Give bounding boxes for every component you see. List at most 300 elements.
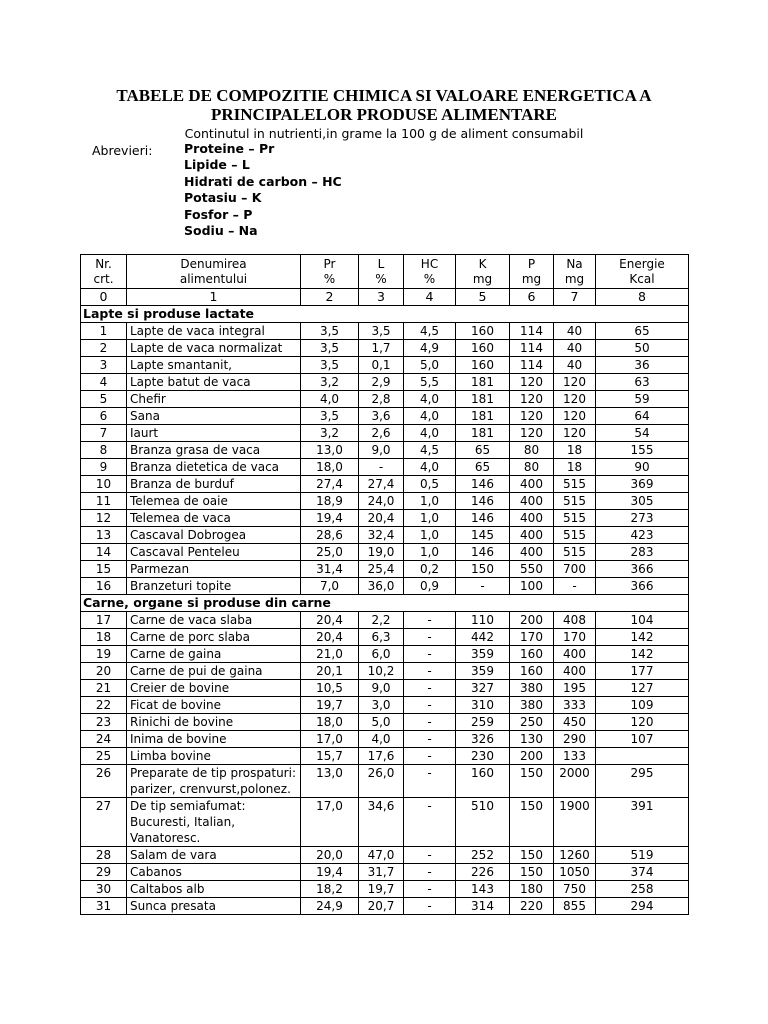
table-row xyxy=(81,663,689,680)
nutrient-value: - xyxy=(404,748,456,765)
nutrient-value: 4,0 xyxy=(404,391,456,408)
table-row xyxy=(81,527,689,544)
nutrient-value: 50 xyxy=(596,340,689,357)
title-line-2: PRINCIPALELOR PRODUSE ALIMENTARE xyxy=(210,105,558,124)
nutrient-value: 142 xyxy=(596,646,689,663)
nutrient-value: 400 xyxy=(554,646,596,663)
row-number: 27 xyxy=(81,798,127,847)
table-row xyxy=(81,459,689,476)
nutrient-value: 273 xyxy=(596,510,689,527)
table-row xyxy=(81,476,689,493)
table-row xyxy=(81,323,689,340)
nutrient-value: 1900 xyxy=(554,798,596,847)
row-number: 17 xyxy=(81,612,127,629)
food-name: Branzeturi topite xyxy=(127,578,301,595)
column-header xyxy=(554,255,596,289)
food-name: Parmezan xyxy=(127,561,301,578)
row-number: 8 xyxy=(81,442,127,459)
row-number: 11 xyxy=(81,493,127,510)
nutrient-value: 3,5 xyxy=(301,323,359,340)
nutrient-value: 314 xyxy=(456,898,510,915)
row-number: 4 xyxy=(81,374,127,391)
column-index: 5 xyxy=(456,289,510,306)
column-header-line: % xyxy=(323,271,336,286)
nutrient-value: 515 xyxy=(554,527,596,544)
nutrient-value: 47,0 xyxy=(359,847,404,864)
nutrient-value: 515 xyxy=(554,493,596,510)
nutrient-value: 25,4 xyxy=(359,561,404,578)
section-title: Lapte si produse lactate xyxy=(81,306,689,323)
nutrient-value: 181 xyxy=(456,425,510,442)
food-name: Branza de burduf xyxy=(127,476,301,493)
nutrient-value: 120 xyxy=(510,408,554,425)
nutrient-value: 400 xyxy=(510,476,554,493)
nutrient-value: 2,9 xyxy=(359,374,404,391)
nutrient-value: 700 xyxy=(554,561,596,578)
food-name: Lapte batut de vaca xyxy=(127,374,301,391)
table-row xyxy=(81,748,689,765)
document-title xyxy=(0,86,768,124)
nutrient-value: - xyxy=(359,459,404,476)
nutrient-value: 1,0 xyxy=(404,544,456,561)
food-name: De tip semiafumat: Bucuresti, Italian, Vanatoresc. xyxy=(127,798,301,847)
nutrient-value: 5,0 xyxy=(404,357,456,374)
nutrient-value: 374 xyxy=(596,864,689,881)
food-name: Inima de bovine xyxy=(127,731,301,748)
nutrient-value: 155 xyxy=(596,442,689,459)
nutrient-value: 4,0 xyxy=(404,425,456,442)
food-name: Telemea de oaie xyxy=(127,493,301,510)
nutrient-value: 2,6 xyxy=(359,425,404,442)
abbreviation-item: Proteine – Pr xyxy=(184,141,275,156)
nutrient-value: 6,0 xyxy=(359,646,404,663)
nutrient-value: 20,4 xyxy=(301,629,359,646)
nutrient-value: 20,1 xyxy=(301,663,359,680)
nutrient-value: 6,3 xyxy=(359,629,404,646)
row-number: 30 xyxy=(81,881,127,898)
nutrient-value: - xyxy=(404,629,456,646)
nutrient-value: 220 xyxy=(510,898,554,915)
nutrient-value: 24,0 xyxy=(359,493,404,510)
nutrient-value: 10,5 xyxy=(301,680,359,697)
table-row xyxy=(81,340,689,357)
column-index: 7 xyxy=(554,289,596,306)
nutrient-value: 15,7 xyxy=(301,748,359,765)
row-number: 9 xyxy=(81,459,127,476)
nutrient-value: 283 xyxy=(596,544,689,561)
nutrient-value: 150 xyxy=(456,561,510,578)
food-name: Lapte smantanit, xyxy=(127,357,301,374)
nutrient-value: 294 xyxy=(596,898,689,915)
column-header-line: Na xyxy=(566,256,583,271)
header-row xyxy=(81,255,689,289)
table-row xyxy=(81,561,689,578)
nutrient-value: 19,0 xyxy=(359,544,404,561)
nutrient-value: 109 xyxy=(596,697,689,714)
row-number: 24 xyxy=(81,731,127,748)
nutrient-value: 21,0 xyxy=(301,646,359,663)
nutrient-value: 20,7 xyxy=(359,898,404,915)
nutrient-value: 400 xyxy=(510,527,554,544)
row-number: 2 xyxy=(81,340,127,357)
nutrient-value: 750 xyxy=(554,881,596,898)
nutrient-value: 10,2 xyxy=(359,663,404,680)
section-row xyxy=(81,306,689,323)
column-header-line: L xyxy=(377,256,385,271)
food-name: Lapte de vaca integral xyxy=(127,323,301,340)
nutrient-value: 359 xyxy=(456,663,510,680)
nutrient-value: 170 xyxy=(510,629,554,646)
column-header-line: Kcal xyxy=(629,271,655,286)
nutrient-value: 327 xyxy=(456,680,510,697)
nutrient-value: - xyxy=(404,697,456,714)
nutrient-value: - xyxy=(456,578,510,595)
nutrient-value: 40 xyxy=(554,323,596,340)
nutrient-value: 18,0 xyxy=(301,459,359,476)
nutrient-value: 90 xyxy=(596,459,689,476)
nutrient-value: 369 xyxy=(596,476,689,493)
nutrient-value: 17,0 xyxy=(301,731,359,748)
table-row xyxy=(81,629,689,646)
nutrient-value: 290 xyxy=(554,731,596,748)
column-header-line: HC xyxy=(420,256,439,271)
food-name: Cascaval Dobrogea xyxy=(127,527,301,544)
nutrient-value: 4,0 xyxy=(359,731,404,748)
nutrient-value: 160 xyxy=(510,663,554,680)
table-row xyxy=(81,408,689,425)
food-name: Carne de pui de gaina xyxy=(127,663,301,680)
nutrient-value: 20,4 xyxy=(359,510,404,527)
nutrient-value: 3,2 xyxy=(301,374,359,391)
row-number: 31 xyxy=(81,898,127,915)
table-row xyxy=(81,374,689,391)
food-name: Sunca presata xyxy=(127,898,301,915)
nutrient-value: 450 xyxy=(554,714,596,731)
nutrient-value: 26,0 xyxy=(359,765,404,798)
nutrient-value: 515 xyxy=(554,510,596,527)
nutrient-value: 160 xyxy=(456,340,510,357)
nutrient-value: 4,0 xyxy=(404,408,456,425)
nutrient-value: 3,5 xyxy=(301,408,359,425)
food-name: Rinichi de bovine xyxy=(127,714,301,731)
section-title: Carne, organe si produse din carne xyxy=(81,595,689,612)
nutrient-value: 1260 xyxy=(554,847,596,864)
nutrient-value: 13,0 xyxy=(301,442,359,459)
column-index: 6 xyxy=(510,289,554,306)
table-row xyxy=(81,544,689,561)
column-header-line: mg xyxy=(521,271,542,286)
nutrient-value: 333 xyxy=(554,697,596,714)
table-row xyxy=(81,680,689,697)
nutrient-value: 19,7 xyxy=(301,697,359,714)
nutrient-value: 146 xyxy=(456,510,510,527)
nutrient-value: 366 xyxy=(596,578,689,595)
nutrient-value: 120 xyxy=(554,425,596,442)
nutrient-value: - xyxy=(404,864,456,881)
nutrient-value: 391 xyxy=(596,798,689,847)
nutrient-value: 3,5 xyxy=(301,340,359,357)
nutrient-value: 160 xyxy=(456,357,510,374)
nutrient-value: 34,6 xyxy=(359,798,404,847)
nutrient-value: 195 xyxy=(554,680,596,697)
row-number: 20 xyxy=(81,663,127,680)
nutrient-value: 36 xyxy=(596,357,689,374)
column-header xyxy=(359,255,404,289)
nutrient-value: 59 xyxy=(596,391,689,408)
table-row xyxy=(81,391,689,408)
column-index: 8 xyxy=(596,289,689,306)
nutrient-value: 63 xyxy=(596,374,689,391)
food-name: Branza grasa de vaca xyxy=(127,442,301,459)
nutrient-value: 510 xyxy=(456,798,510,847)
column-header-line: mg xyxy=(564,271,585,286)
row-number: 6 xyxy=(81,408,127,425)
row-number: 25 xyxy=(81,748,127,765)
column-index: 4 xyxy=(404,289,456,306)
nutrient-value: 120 xyxy=(510,374,554,391)
nutrient-value: 515 xyxy=(554,476,596,493)
table-row xyxy=(81,612,689,629)
nutrient-value: 4,9 xyxy=(404,340,456,357)
nutrient-value: 19,4 xyxy=(301,510,359,527)
column-header-line: alimentului xyxy=(179,271,248,286)
nutrient-value: - xyxy=(404,646,456,663)
nutrient-value: - xyxy=(404,663,456,680)
nutrient-value: 226 xyxy=(456,864,510,881)
section-row xyxy=(81,595,689,612)
nutrient-value: 380 xyxy=(510,680,554,697)
column-header-line: Denumirea xyxy=(180,256,247,271)
nutrient-value: 150 xyxy=(510,847,554,864)
column-header-line: mg xyxy=(472,271,493,286)
nutrient-value: 400 xyxy=(510,510,554,527)
row-number: 16 xyxy=(81,578,127,595)
table-row xyxy=(81,881,689,898)
nutrient-value: 114 xyxy=(510,357,554,374)
nutrient-value: - xyxy=(404,898,456,915)
nutrient-value: 1,0 xyxy=(404,493,456,510)
row-number: 12 xyxy=(81,510,127,527)
abbreviation-item: Sodiu – Na xyxy=(184,222,258,238)
table-row xyxy=(81,493,689,510)
nutrient-value: 181 xyxy=(456,374,510,391)
row-number: 29 xyxy=(81,864,127,881)
abbreviations-label: Abrevieri: xyxy=(92,143,153,158)
nutrient-value: 114 xyxy=(510,340,554,357)
column-header-line: Nr. xyxy=(95,256,112,271)
row-number: 21 xyxy=(81,680,127,697)
nutrient-value: 160 xyxy=(456,323,510,340)
nutrient-value: 65 xyxy=(456,459,510,476)
nutrient-value: 181 xyxy=(456,408,510,425)
nutrient-value: 2,2 xyxy=(359,612,404,629)
nutrient-value: 80 xyxy=(510,459,554,476)
column-index: 0 xyxy=(81,289,127,306)
nutrient-value: 160 xyxy=(510,646,554,663)
nutrient-value: 18 xyxy=(554,459,596,476)
nutrient-value: 0,9 xyxy=(404,578,456,595)
row-number: 15 xyxy=(81,561,127,578)
table-body xyxy=(81,306,689,915)
food-name: Limba bovine xyxy=(127,748,301,765)
nutrient-value: 250 xyxy=(510,714,554,731)
food-name: Preparate de tip prospaturi: parizer, crenvurst,polonez. xyxy=(127,765,301,798)
row-number: 18 xyxy=(81,629,127,646)
nutrient-value: 400 xyxy=(510,493,554,510)
nutrient-value: 64 xyxy=(596,408,689,425)
nutrient-value xyxy=(596,748,689,765)
nutrient-value: 9,0 xyxy=(359,680,404,697)
nutrient-value: 2,8 xyxy=(359,391,404,408)
nutrient-value: 20,4 xyxy=(301,612,359,629)
nutrient-value: 114 xyxy=(510,323,554,340)
nutrient-value: 120 xyxy=(510,425,554,442)
nutrient-value: 3,0 xyxy=(359,697,404,714)
column-header xyxy=(456,255,510,289)
nutrient-value: 27,4 xyxy=(359,476,404,493)
table-row xyxy=(81,898,689,915)
nutrient-value: 80 xyxy=(510,442,554,459)
nutrient-value: 550 xyxy=(510,561,554,578)
subtitle: Continutul in nutrienti,in grame la 100 g de aliment consumabil xyxy=(184,126,584,141)
nutrient-value: 1,0 xyxy=(404,510,456,527)
nutrient-value: 180 xyxy=(510,881,554,898)
nutrient-value: 0,5 xyxy=(404,476,456,493)
row-number: 5 xyxy=(81,391,127,408)
nutrient-value: 54 xyxy=(596,425,689,442)
food-name: Branza dietetica de vaca xyxy=(127,459,301,476)
row-number: 19 xyxy=(81,646,127,663)
table-row xyxy=(81,798,689,847)
nutrient-value: - xyxy=(404,731,456,748)
nutrient-value: 3,5 xyxy=(359,323,404,340)
nutrient-value: 17,6 xyxy=(359,748,404,765)
nutrient-value: 259 xyxy=(456,714,510,731)
column-header xyxy=(81,255,127,289)
nutrient-value: 3,2 xyxy=(301,425,359,442)
column-header-line: Pr xyxy=(323,256,336,271)
nutrient-value: 27,4 xyxy=(301,476,359,493)
nutrient-value: 13,0 xyxy=(301,765,359,798)
table-row xyxy=(81,864,689,881)
abbreviations-list xyxy=(184,141,342,239)
nutrient-value: 36,0 xyxy=(359,578,404,595)
table-row xyxy=(81,714,689,731)
nutrient-value: 143 xyxy=(456,881,510,898)
food-name: Salam de vara xyxy=(127,847,301,864)
nutrient-value: 130 xyxy=(510,731,554,748)
nutrient-value: 295 xyxy=(596,765,689,798)
nutrient-value: 40 xyxy=(554,357,596,374)
nutrient-value: 366 xyxy=(596,561,689,578)
nutrient-value: 100 xyxy=(510,578,554,595)
nutrient-value: 380 xyxy=(510,697,554,714)
row-number: 3 xyxy=(81,357,127,374)
nutrient-value: 3,5 xyxy=(301,357,359,374)
food-name: Carne de vaca slaba xyxy=(127,612,301,629)
column-header-line: % xyxy=(375,271,387,286)
nutrition-table xyxy=(80,254,689,915)
abbreviation-item: Lipide – L xyxy=(184,157,250,173)
nutrient-value: - xyxy=(404,847,456,864)
nutrient-value: 9,0 xyxy=(359,442,404,459)
column-header-line: crt. xyxy=(93,271,114,286)
nutrient-value: 65 xyxy=(456,442,510,459)
row-number: 1 xyxy=(81,323,127,340)
nutrient-value: 170 xyxy=(554,629,596,646)
food-name: Iaurt xyxy=(127,425,301,442)
nutrient-value: 515 xyxy=(554,544,596,561)
abbreviation-item: Potasiu – K xyxy=(184,190,262,206)
nutrient-value: 5,0 xyxy=(359,714,404,731)
nutrient-value: 519 xyxy=(596,847,689,864)
row-number: 14 xyxy=(81,544,127,561)
column-index: 1 xyxy=(127,289,301,306)
nutrient-value: 5,5 xyxy=(404,374,456,391)
nutrient-value: 2000 xyxy=(554,765,596,798)
nutrient-value: 4,0 xyxy=(404,459,456,476)
nutrient-value: 305 xyxy=(596,493,689,510)
column-header xyxy=(596,255,689,289)
table-row xyxy=(81,646,689,663)
nutrient-value: 127 xyxy=(596,680,689,697)
nutrient-value: 28,6 xyxy=(301,527,359,544)
nutrient-value: 25,0 xyxy=(301,544,359,561)
table-row xyxy=(81,425,689,442)
nutrient-value: 120 xyxy=(510,391,554,408)
food-name: Carne de gaina xyxy=(127,646,301,663)
row-number: 22 xyxy=(81,697,127,714)
nutrient-value: - xyxy=(404,714,456,731)
nutrient-value: 146 xyxy=(456,544,510,561)
row-number: 26 xyxy=(81,765,127,798)
nutrient-value: 1,0 xyxy=(404,527,456,544)
food-name: Ficat de bovine xyxy=(127,697,301,714)
column-header xyxy=(404,255,456,289)
nutrient-value: 258 xyxy=(596,881,689,898)
nutrient-value: 142 xyxy=(596,629,689,646)
nutrient-value: 3,6 xyxy=(359,408,404,425)
nutrient-value: - xyxy=(404,765,456,798)
row-number: 10 xyxy=(81,476,127,493)
nutrient-value: 146 xyxy=(456,493,510,510)
nutrient-value: 359 xyxy=(456,646,510,663)
food-name: Sana xyxy=(127,408,301,425)
row-number: 7 xyxy=(81,425,127,442)
column-header-line: P xyxy=(527,256,536,271)
nutrient-value: 7,0 xyxy=(301,578,359,595)
table-row xyxy=(81,731,689,748)
food-name: Lapte de vaca normalizat xyxy=(127,340,301,357)
column-header-line: Energie xyxy=(619,256,665,271)
nutrient-value: 120 xyxy=(554,374,596,391)
nutrient-value: 18 xyxy=(554,442,596,459)
nutrient-value: 1050 xyxy=(554,864,596,881)
nutrient-value: 181 xyxy=(456,391,510,408)
abbreviation-item: Fosfor – P xyxy=(184,206,253,222)
nutrient-value: 18,0 xyxy=(301,714,359,731)
column-header xyxy=(127,255,301,289)
nutrient-value: 160 xyxy=(456,765,510,798)
table-row xyxy=(81,578,689,595)
nutrient-value: 200 xyxy=(510,748,554,765)
nutrient-value: 150 xyxy=(510,864,554,881)
column-header-line: % xyxy=(423,271,436,286)
nutrient-value: - xyxy=(404,798,456,847)
nutrient-value: 104 xyxy=(596,612,689,629)
nutrient-value: - xyxy=(404,680,456,697)
nutrient-value: 31,7 xyxy=(359,864,404,881)
